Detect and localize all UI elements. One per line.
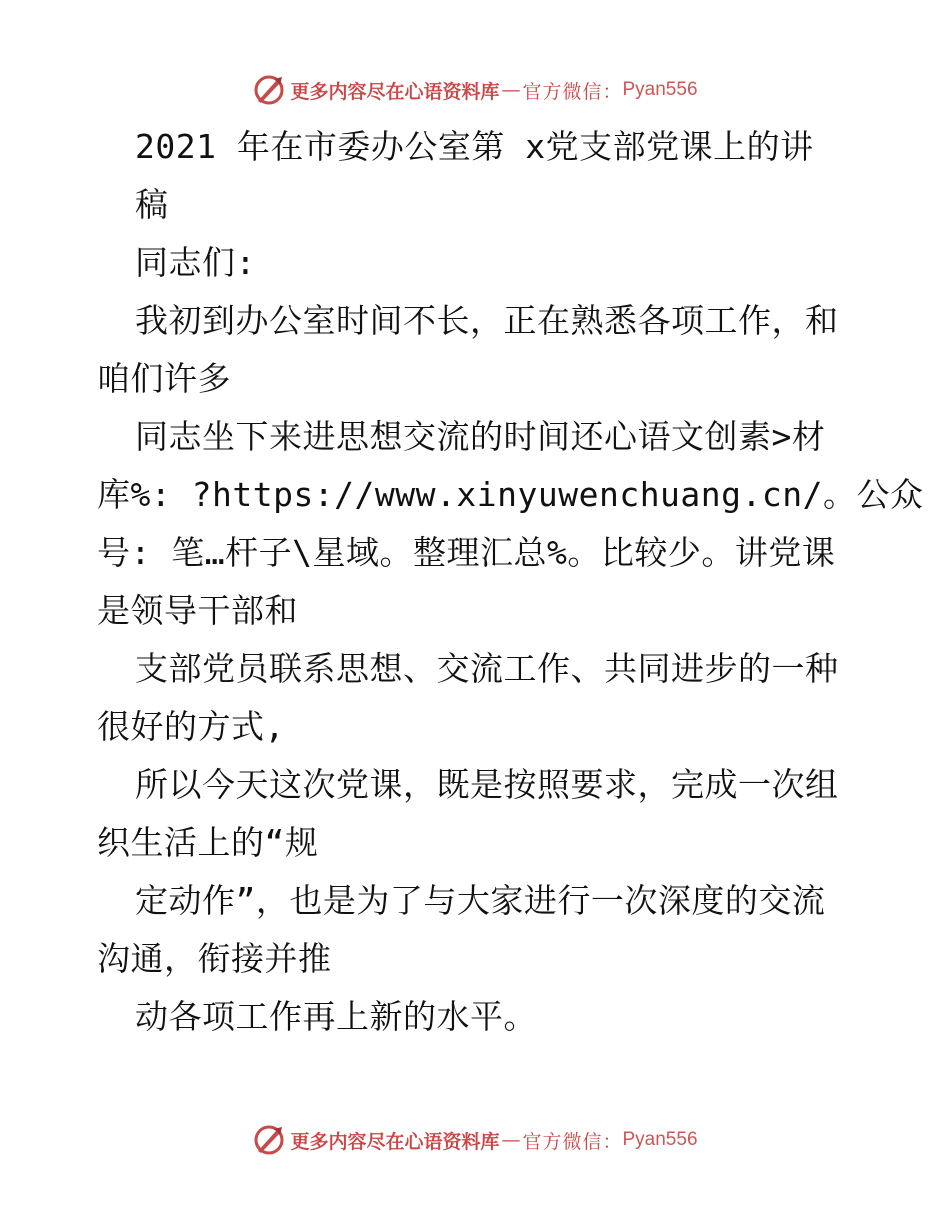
doc-line: 我初到办公室时间不长，正在熟悉各项工作，和 [135, 301, 839, 340]
doc-line: 号: 笔…杆子\星域。整理汇总%。比较少。讲党课 [97, 533, 836, 572]
header-watermark-banner [0, 70, 950, 110]
doc-line: 动各项工作再上新的水平。 [135, 997, 537, 1036]
quill-circle-logo-icon [252, 73, 286, 107]
doc-line: 定动作”，也是为了与大家进行一次深度的交流 [135, 881, 826, 920]
doc-line: 同志坐下来进思想交流的时间还心语文创素>材 [135, 417, 826, 456]
doc-line: 很好的方式, [97, 707, 285, 746]
doc-salutation: 同志们: [135, 243, 256, 282]
banner-wechat-label: 官方微信： [522, 80, 623, 103]
footer-watermark-banner [0, 1120, 950, 1160]
banner-wechat-label: 官方微信： [522, 1130, 623, 1153]
banner-dash: — [501, 79, 521, 101]
doc-line: 库%: ?https://www.xinyuwenchuang.cn/。公众 [97, 475, 924, 514]
doc-line: 所以今天这次党课，既是按照要求，完成一次组 [135, 765, 839, 804]
doc-line: 是领导干部和 [97, 591, 298, 630]
document-body [97, 118, 924, 1046]
doc-title-line-1: 2021 年在市委办公室第 x党支部党课上的讲 [135, 127, 814, 166]
doc-line: 支部党员联系思想、交流工作、共同进步的一种 [135, 649, 839, 688]
banner-site-name: 更多内容尽在心语资料库 [290, 80, 500, 103]
doc-line: 咱们许多 [97, 359, 231, 398]
banner-wechat-id: Pyan556 [622, 79, 698, 100]
doc-line: 织生活上的“规 [97, 823, 319, 862]
doc-title-line-2: 稿 [135, 185, 169, 224]
banner-wechat-id: Pyan556 [622, 1129, 698, 1150]
quill-circle-logo-icon [252, 1123, 286, 1157]
banner-dash: — [501, 1129, 521, 1151]
doc-line: 沟通，衔接并推 [97, 939, 332, 978]
banner-site-name: 更多内容尽在心语资料库 [290, 1130, 500, 1153]
